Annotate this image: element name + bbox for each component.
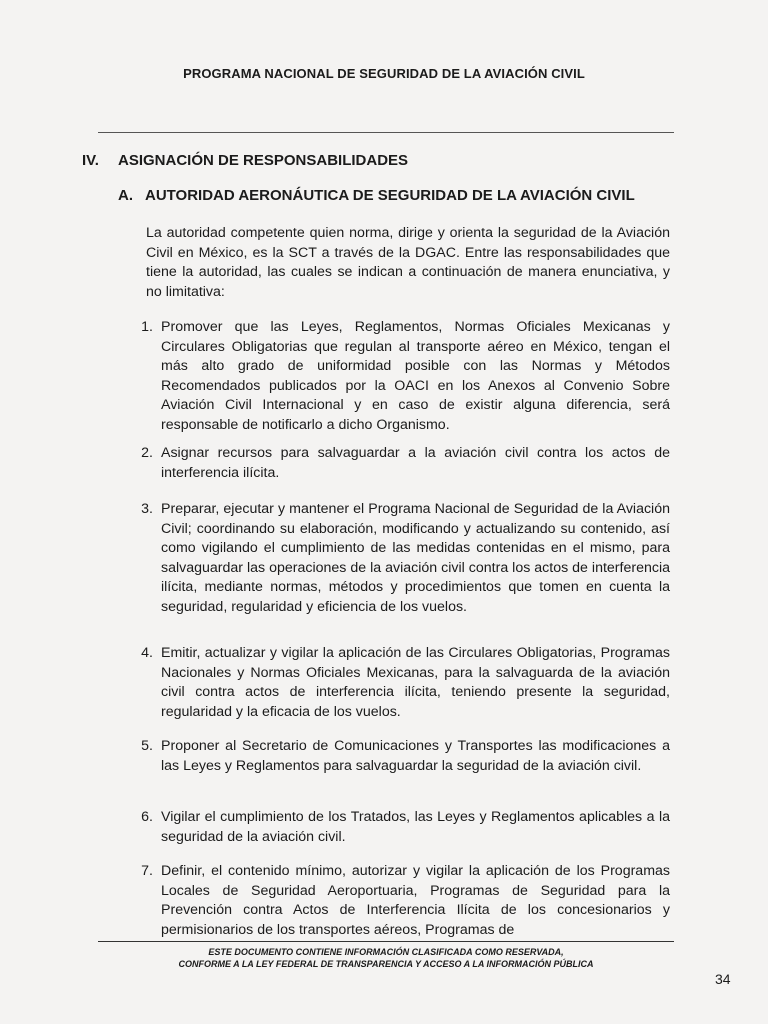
section-number: IV. [82, 152, 99, 169]
list-item-number: 6. [141, 809, 153, 825]
list-item-number: 7. [141, 863, 153, 879]
list-item [133, 500, 670, 617]
list-item-text: Asignar recursos para salvaguardar a la aviación civil contra los actos de interferencia ilícita. [161, 445, 670, 481]
subsection-heading [118, 187, 635, 204]
list-item-text: Definir, el contenido mínimo, autorizar y vigilar la aplicación de los Programas Locales de Seguridad Aeroportuaria, Programas de Seguridad para la Prevención contra Actos de Interferencia Ilícita de los concesionarios y permisionarios de los transportes aéreos, Programas de [161, 863, 670, 938]
footer-line-1: ESTE DOCUMENTO CONTIENE INFORMACIÓN CLASIFICADA COMO RESERVADA, [208, 947, 564, 957]
list-item-number: 2. [141, 445, 153, 461]
list-item [133, 808, 670, 847]
document-header: PROGRAMA NACIONAL DE SEGURIDAD DE LA AVIACIÓN CIVIL [183, 66, 585, 81]
list-item-number: 5. [141, 738, 153, 754]
list-item [133, 862, 670, 940]
section-title: ASIGNACIÓN DE RESPONSABILIDADES [118, 152, 409, 169]
list-item [133, 318, 670, 435]
list-item-number: 4. [141, 645, 153, 661]
list-item-number: 1. [141, 319, 153, 335]
confidentiality-footer [98, 946, 674, 970]
page-number: 34 [715, 971, 731, 987]
header-divider [98, 132, 674, 133]
footer-line-2: CONFORME A LA LEY FEDERAL DE TRANSPARENCIA Y ACCESO A LA INFORMACIÓN PÚBLICA [178, 959, 594, 969]
list-item [133, 644, 670, 722]
intro-paragraph: La autoridad competente quien norma, dirige y orienta la seguridad de la Aviación Civil en México, es la SCT a través de la DGAC. Entre las responsabilidades que tiene la autoridad, las cuales se indican a continuación de manera enunciativa, y no limitativa: [146, 225, 670, 300]
subsection-letter: A. [118, 187, 133, 204]
footer-divider [98, 941, 674, 942]
list-item-text: Emitir, actualizar y vigilar la aplicación de las Circulares Obligatorias, Programas Nacionales y Normas Oficiales Mexicanas, para la salvaguarda de la aviación civil contra actos de interferencia ilícita, teniendo presente la seguridad, regularidad y la eficacia de los vuelos. [161, 645, 670, 720]
list-item-text: Promover que las Leyes, Reglamentos, Normas Oficiales Mexicanas y Circulares Obligatorias que regulan al transporte aéreo en México, tengan el más alto grado de uniformidad posible con las Normas y Métodos Recomendados publicados por la OACI en los Anexos al Convenio Sobre Aviación Civil Internacional y en caso de existir alguna diferencia, será responsable de notificarlo a dicho Organismo. [161, 319, 670, 433]
section-heading [82, 152, 408, 169]
list-item-text: Preparar, ejecutar y mantener el Programa Nacional de Seguridad de la Aviación Civil; coordinando su elaboración, modificando y actualizando su contenido, así como vigilando el cumplimiento de las medidas contenidas en el mismo, para salvaguardar las operaciones de la aviación civil contra los actos de interferencia ilícita, mediante normas, métodos y procedimientos que tomen en cuenta la seguridad, regularidad y eficiencia de los vuelos. [161, 501, 670, 615]
subsection-title: AUTORIDAD AERONÁUTICA DE SEGURIDAD DE LA AVIACIÓN CIVIL [145, 187, 635, 204]
list-item [133, 444, 670, 483]
list-item-text: Vigilar el cumplimiento de los Tratados, las Leyes y Reglamentos aplicables a la seguridad de la aviación civil. [161, 809, 670, 845]
list-item-number: 3. [141, 501, 153, 517]
list-item [133, 737, 670, 776]
list-item-text: Proponer al Secretario de Comunicaciones y Transportes las modificaciones a las Leyes y Reglamentos para salvaguardar la seguridad de la aviación civil. [161, 738, 670, 774]
